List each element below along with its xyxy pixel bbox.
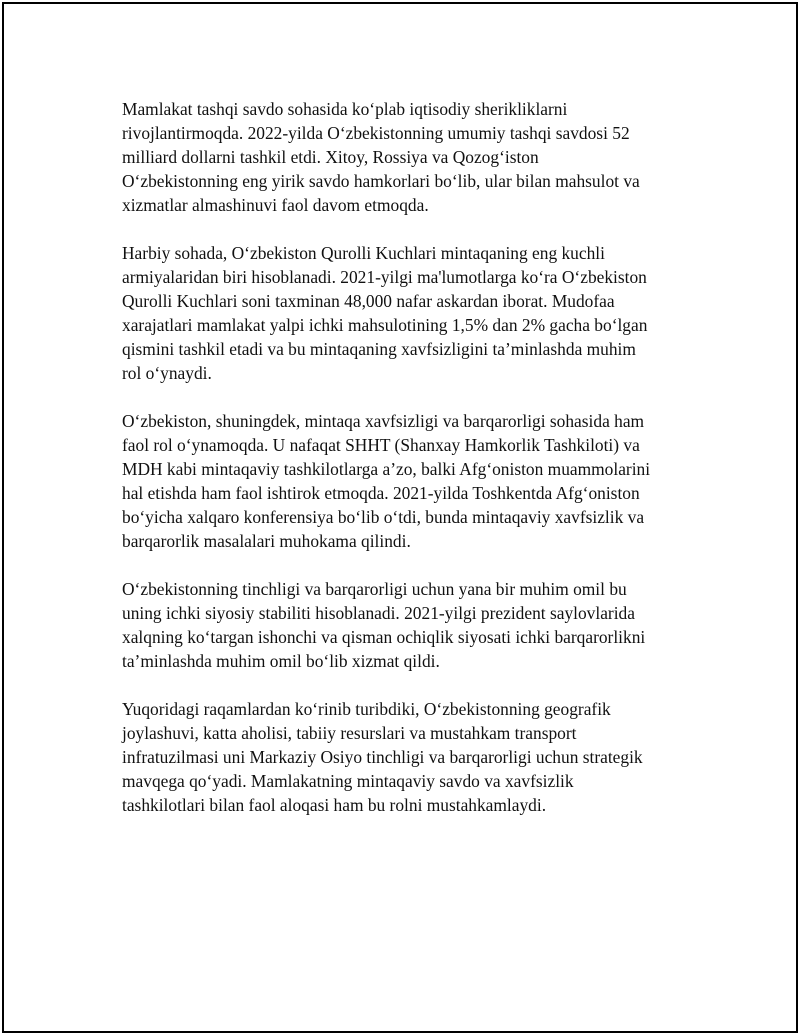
text-line: rivojlantirmoqda. 2022-yilda O‘zbekistonning umumiy tashqi savdosi 52 <box>122 123 630 143</box>
text-line: xalqning ko‘targan ishonchi va qisman ochiqlik siyosati ichki barqarorlikni <box>122 627 646 647</box>
text-line: faol rol o‘ynamoqda. U nafaqat SHHT (Shanxay Hamkorlik Tashkiloti) va <box>122 435 640 455</box>
paragraph-trade <box>122 97 692 217</box>
paragraph-conclusion <box>122 697 692 817</box>
page-frame <box>2 2 798 1033</box>
text-line: uning ichki siyosiy stabiliti hisoblanadi. 2021-yilgi prezident saylovlarida <box>122 603 635 623</box>
text-line: Qurolli Kuchlari soni taxminan 48,000 nafar askardan iborat. Mudofaa <box>122 291 615 311</box>
text-line: hal etishda ham faol ishtirok etmoqda. 2021-yilda Toshkentda Afg‘oniston <box>122 483 640 503</box>
text-line: milliard dollarni tashkil etdi. Xitoy, Rossiya va Qozog‘iston <box>122 147 539 167</box>
text-line: xizmatlar almashinuvi faol davom etmoqda. <box>122 195 429 215</box>
text-line: barqarorlik masalalari muhokama qilindi. <box>122 531 411 551</box>
text-line: tashkilotlari bilan faol aloqasi ham bu rolni mustahkamlaydi. <box>122 795 547 815</box>
text-line: O‘zbekistonning eng yirik savdo hamkorlari bo‘lib, ular bilan mahsulot va <box>122 171 640 191</box>
paragraph-military <box>122 241 692 385</box>
text-line: qismini tashkil etadi va bu mintaqaning xavfsizligini ta’minlashda muhim <box>122 339 636 359</box>
text-line: rol o‘ynaydi. <box>122 363 212 383</box>
text-line: ta’minlashda muhim omil bo‘lib xizmat qildi. <box>122 651 440 671</box>
document-body <box>122 97 692 841</box>
text-line: Yuqoridagi raqamlardan ko‘rinib turibdiki, O‘zbekistonning geografik <box>122 699 611 719</box>
text-line: bo‘yicha xalqaro konferensiya bo‘lib o‘tdi, bunda mintaqaviy xavfsizlik va <box>122 507 645 527</box>
text-line: O‘zbekiston, shuningdek, mintaqa xavfsizligi va barqarorligi sohasida ham <box>122 411 645 431</box>
text-line: mavqega qo‘yadi. Mamlakatning mintaqaviy savdo va xavfsizlik <box>122 771 574 791</box>
text-line: Harbiy sohada, O‘zbekiston Qurolli Kuchlari mintaqaning eng kuchli <box>122 243 605 263</box>
text-line: Mamlakat tashqi savdo sohasida ko‘plab iqtisodiy sherikliklarni <box>122 99 568 119</box>
text-line: joylashuvi, katta aholisi, tabiiy resurslari va mustahkam transport <box>122 723 577 743</box>
text-line: O‘zbekistonning tinchligi va barqarorligi uchun yana bir muhim omil bu <box>122 579 627 599</box>
text-line: armiyalaridan biri hisoblanadi. 2021-yilgi ma'lumotlarga ko‘ra O‘zbekiston <box>122 267 647 287</box>
text-line: xarajatlari mamlakat yalpi ichki mahsulotining 1,5% dan 2% gacha bo‘lgan <box>122 315 648 335</box>
text-line: infratuzilmasi uni Markaziy Osiyo tinchligi va barqarorligi uchun strategik <box>122 747 643 767</box>
text-line: MDH kabi mintaqaviy tashkilotlarga a’zo, balki Afg‘oniston muammolarini <box>122 459 651 479</box>
paragraph-regional-security <box>122 409 692 553</box>
paragraph-internal-stability <box>122 577 692 673</box>
